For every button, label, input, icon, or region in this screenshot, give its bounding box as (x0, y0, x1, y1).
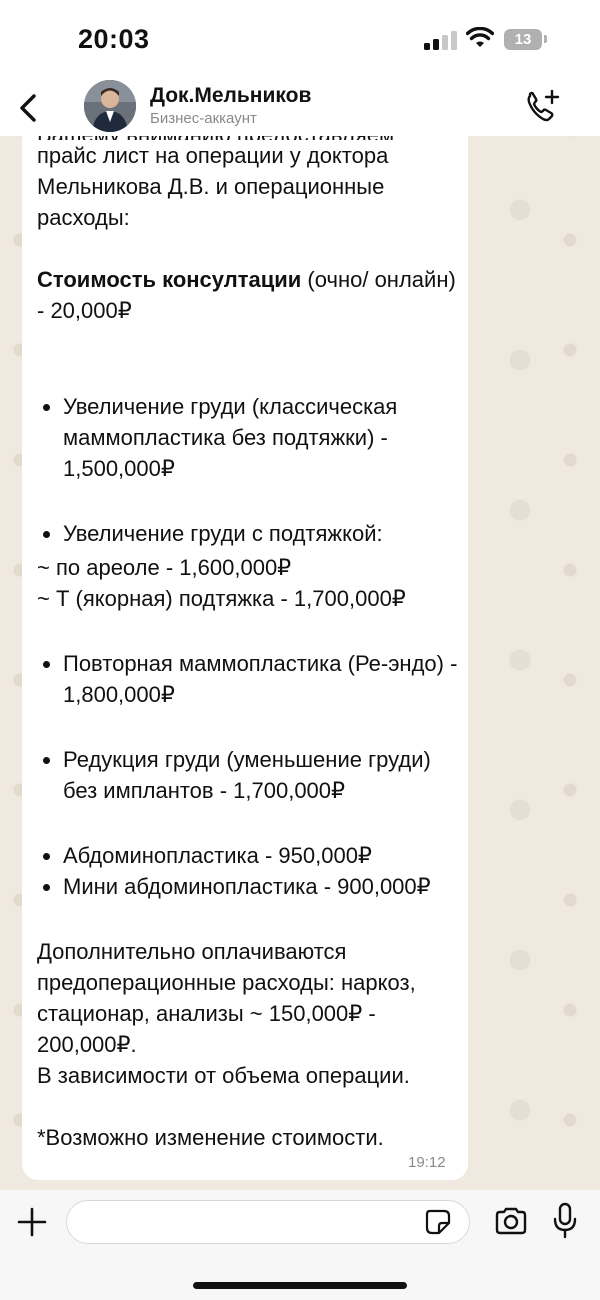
message-input[interactable] (66, 1200, 470, 1244)
sticker-icon[interactable] (424, 1208, 452, 1236)
price-list-5 (37, 840, 462, 902)
price-list-3 (37, 648, 462, 710)
price-item-abdominoplasty: • Абдоминопластика - 950,000₽ (63, 840, 462, 871)
price-subitem-areola: ~ по ареоле - 1,600,000₽ (37, 555, 292, 580)
camera-icon[interactable] (494, 1206, 528, 1236)
status-time: 20:03 (78, 24, 150, 54)
plus-icon[interactable] (16, 1206, 48, 1238)
consultation-label: Стоимость консултации (37, 267, 302, 292)
price-item-reduction: • Редукция груди (уменьшение груди) без имплантов - 1,700,000₽ (63, 744, 462, 806)
battery-cap (544, 35, 547, 43)
message-text (37, 140, 462, 1153)
price-list-2 (37, 518, 462, 549)
consultation-value: (очно/ онлайн) - 20,000₽ (37, 267, 456, 323)
microphone-icon[interactable] (552, 1202, 578, 1240)
phone-add-icon[interactable] (522, 88, 562, 126)
consultation-price (37, 264, 462, 326)
signal-icon (424, 30, 458, 50)
price-item-revision: • Повторная маммопластика (Ре-эндо) - 1,800,000₽ (63, 648, 462, 710)
message-timestamp: 19:12 (408, 1154, 446, 1171)
avatar-image (84, 80, 136, 132)
price-item-augmentation-lift: • Увеличение груди с подтяжкой: (63, 518, 462, 549)
message-intro: прайс лист на операции у доктора Мельникова Д.В. и операционные расходы: (37, 143, 389, 230)
battery-indicator: 13 (504, 29, 542, 50)
status-bar (0, 0, 600, 78)
home-indicator (193, 1282, 407, 1289)
message-composer (0, 1190, 600, 1300)
price-change-note: *Возможно изменение стоимости. (37, 1125, 384, 1150)
price-subitem-anchor: ~ Т (якорная) подтяжка - 1,700,000₽ (37, 586, 406, 611)
wifi-icon (466, 27, 494, 49)
extra-costs-note: В зависимости от объема операции. (37, 1063, 410, 1088)
avatar[interactable] (84, 80, 136, 132)
price-list-1 (37, 391, 462, 484)
price-item-mini-abdominoplasty: • Мини абдоминопластика - 900,000₽ (63, 871, 462, 902)
price-list-4 (37, 744, 462, 806)
chevron-left-icon[interactable] (12, 88, 46, 128)
chat-header (0, 78, 600, 136)
contact-name[interactable]: Док.Мельников (150, 84, 312, 107)
contact-subtitle: Бизнес-аккаунт (150, 110, 257, 127)
price-item-augmentation: • Увеличение груди (классическая маммопластика без подтяжки) - 1,500,000₽ (63, 391, 462, 484)
extra-costs: Дополнительно оплачиваются предоперационные расходы: наркоз, стационар, анализы ~ 150,000₽ - 200,000₽. (37, 939, 416, 1057)
